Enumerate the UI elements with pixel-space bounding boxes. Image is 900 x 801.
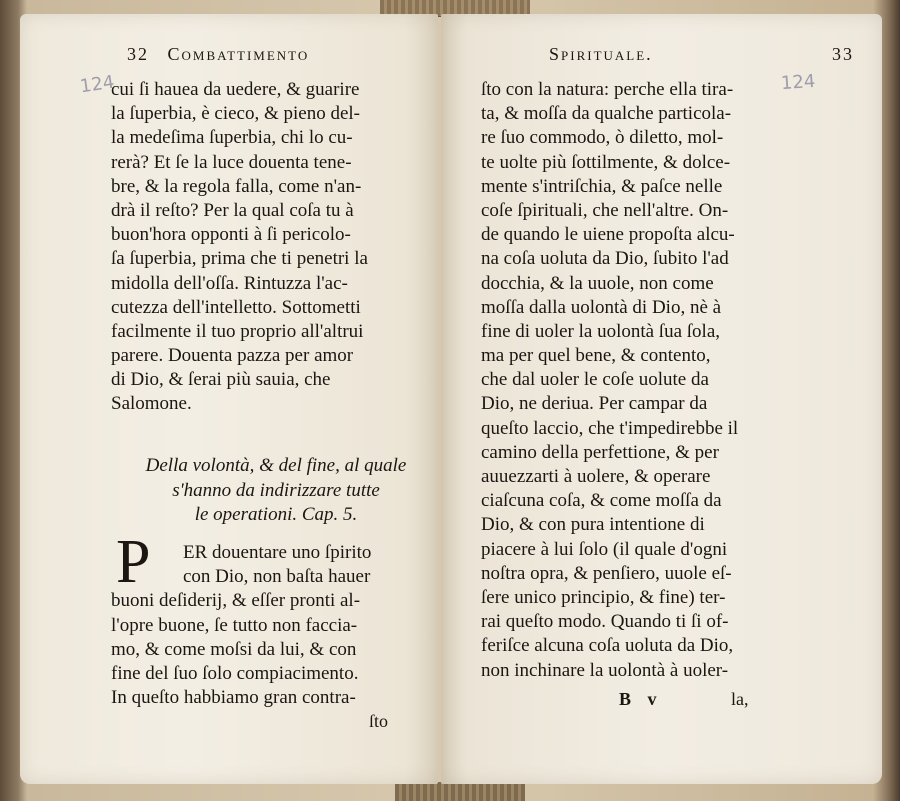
text-line: bre, & la regola falla, come n'an- xyxy=(111,175,362,197)
text-line: che dal uoler le coſe uolute da xyxy=(481,369,709,391)
left-running-head xyxy=(127,44,309,74)
right-page xyxy=(441,14,882,784)
left-page-number: 32 xyxy=(127,44,149,64)
text-line: Dio, & con pura intentione di xyxy=(481,514,705,536)
text-line: ta, & moſſa da qualche particola- xyxy=(481,103,732,125)
text-line: de quando le uiene propoſta alcu- xyxy=(481,224,735,246)
text-line: piacere à lui ſolo (il quale d'ogni xyxy=(481,538,728,560)
text-line: l'opre buone, ſe tutto non faccia- xyxy=(111,614,358,636)
text-line: cutezza dell'intelletto. Sottometti xyxy=(111,296,361,318)
left-running-title: Combattimento xyxy=(167,44,310,64)
text-line: coſe ſpirituali, che nell'altre. On- xyxy=(481,199,729,221)
right-body xyxy=(481,78,821,683)
text-line: noſtra opra, & penſiero, uuole eſ- xyxy=(481,562,732,584)
left-folio-mark: 124 xyxy=(78,71,116,98)
text-line: ſere unico principio, & fine) ter- xyxy=(481,586,726,608)
text-line: auuezzarti à uolere, & operare xyxy=(481,466,711,487)
text-line: ciaſcuna coſa, & come moſſa da xyxy=(481,490,722,512)
text-line: drà il reſto? Per la qual coſa tu à xyxy=(111,199,354,221)
right-catchword: la, xyxy=(731,689,749,709)
text-line: re ſuo commodo, ò diletto, mol- xyxy=(481,127,724,149)
text-line: Dio, ne deriua. Per campar da xyxy=(481,393,708,415)
text-line: buon'hora opponti à ſi pericolo- xyxy=(111,224,351,246)
text-line: mente s'intriſchia, & paſce nelle xyxy=(481,175,723,197)
binding-bottom xyxy=(395,782,525,801)
text-line: ſa ſuperbia, prima che ti penetri la xyxy=(111,248,368,270)
left-body-bottom xyxy=(111,541,431,710)
text-line: la medeſima ſuperbia, chi lo cu- xyxy=(111,127,353,149)
left-catchword: ſto xyxy=(369,711,389,731)
text-line: facilmente il tuo proprio all'altrui xyxy=(111,320,364,342)
left-body-top xyxy=(111,78,431,417)
text-line: ER douentare uno ſpirito xyxy=(183,542,372,563)
text-line: fine del ſuo ſolo compiacimento. xyxy=(111,662,359,684)
text-line: parere. Douenta pazza per amor xyxy=(111,345,354,367)
chapter-heading xyxy=(116,454,436,528)
right-folio-mark: 124 xyxy=(780,70,817,95)
text-line: ma per quel bene, & contento, xyxy=(481,345,711,367)
text-line: rerà? Et ſe la luce douenta tene- xyxy=(111,151,352,173)
text-line: la ſuperbia, è cieco, & pieno del- xyxy=(111,103,361,125)
right-running-head xyxy=(549,44,869,74)
text-line: non inchinare la uolontà à uoler- xyxy=(481,659,729,681)
text-line: buoni deſiderij, & eſſer pronti al- xyxy=(111,590,361,612)
right-running-title: Spirituale. xyxy=(549,44,653,64)
drop-cap: P xyxy=(116,528,151,596)
chapter-heading-line: le operationi. Cap. 5. xyxy=(194,504,358,525)
text-line: na coſa uoluta da Dio, ſubito l'ad xyxy=(481,248,729,270)
text-line: In queſto habbiamo gran contra- xyxy=(111,687,356,709)
text-line: con Dio, non baſta hauer xyxy=(183,566,371,588)
chapter-heading-line: s'hanno da indirizzare tutte xyxy=(172,479,380,501)
text-line: mo, & come moſsi da lui, & con xyxy=(111,638,357,660)
text-line: rai queſto modo. Quando ti ſi of- xyxy=(481,611,729,633)
chapter-heading-line: Della volontà, & del fine, al quale xyxy=(145,455,407,476)
right-page-number: 33 xyxy=(832,44,854,64)
text-line: queſto laccio, che t'impedirebbe il xyxy=(481,417,739,439)
signature-mark: B v xyxy=(619,689,663,709)
text-line: midolla dell'oſſa. Rintuzza l'ac- xyxy=(111,272,348,294)
text-line: te uolte più ſottilmente, & dolce- xyxy=(481,151,731,173)
left-page xyxy=(20,14,438,784)
text-line: docchia, & la uuole, non come xyxy=(481,272,714,294)
text-line: fine di uoler la uolontà ſua ſola, xyxy=(481,320,721,342)
text-line: Salomone. xyxy=(111,393,192,415)
text-line: ſto con la natura: perche ella tira- xyxy=(481,79,734,100)
text-line: cui ſi hauea da uedere, & guarire xyxy=(111,79,360,100)
text-line: moſſa dalla uolontà di Dio, nè à xyxy=(481,296,722,318)
text-line: camino della perfettione, & per xyxy=(481,441,719,463)
text-line: di Dio, & ſerai più sauia, che xyxy=(111,369,331,391)
text-line: feriſce alcuna coſa uoluta da Dio, xyxy=(481,635,734,657)
